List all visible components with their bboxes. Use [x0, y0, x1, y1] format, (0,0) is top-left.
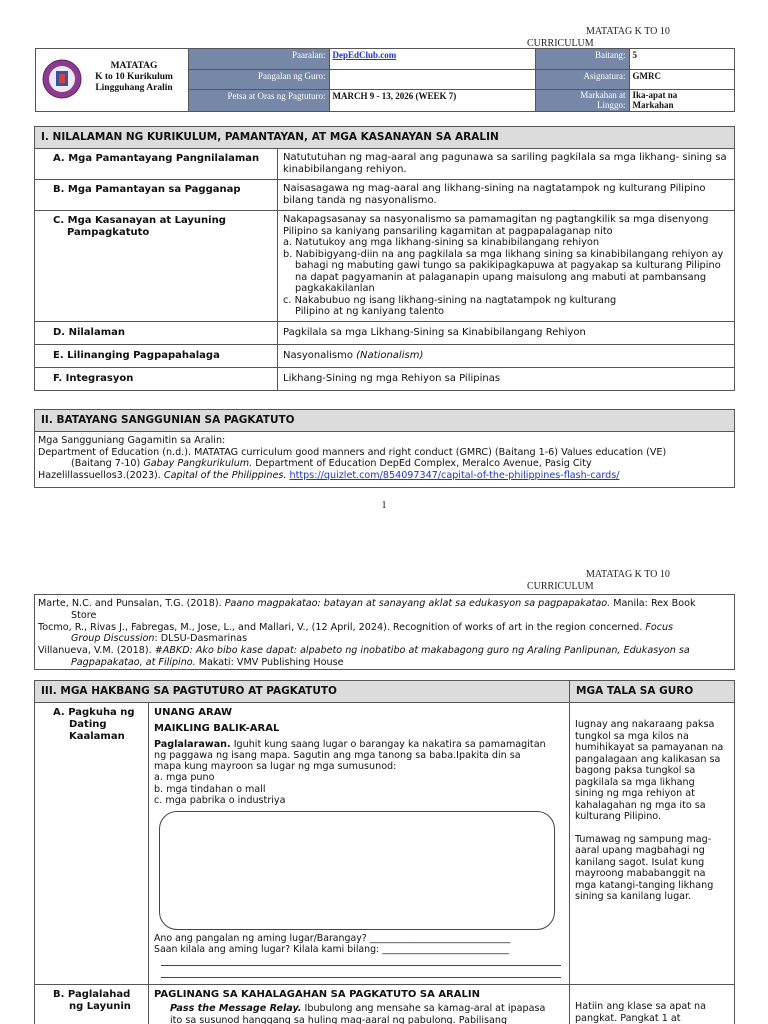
- notes-a-0: Iugnay ang nakaraang paksa: [575, 719, 715, 730]
- section-2-box: [34, 409, 735, 488]
- ref3-b: Manila: Rex Book: [610, 598, 696, 609]
- quizlet-link[interactable]: https://quizlet.com/854097347/capital-of-the-philippines-flash-cards/: [289, 469, 620, 481]
- notes-title: MGA TALA SA GURO: [576, 685, 694, 697]
- ref4-a: Tocmo, R., Rivas J., Fabregas, M., Jose, L., and Mallari, V., (12 April, 2024). Recognition of works of art in the region concerned.: [38, 621, 643, 633]
- row-c-label-1: C. Mga Kasanayan at Layuning: [53, 215, 226, 226]
- ref1-a: Department of Education (n.d.). MATATAG curriculum good manners and right conduct (GMRC) (Baitang 1-6) Values education (VE): [38, 446, 667, 458]
- section-3-title: III. MGA HAKBANG SA PAGTUTURO AT PAGKATUTO: [41, 685, 337, 697]
- row-a3-label-2: Dating: [69, 719, 107, 730]
- row-b-label: B. Mga Pamantayan sa Pagganap: [35, 180, 278, 211]
- notes-a-2: humihikayat sa pamayanan na: [575, 742, 724, 753]
- paglalarawan-1: Iguhit kung saang lugar o barangay ka nakatira sa pamamagitan: [230, 738, 546, 750]
- notes-a-1: tungkol sa mga kilos na: [575, 730, 689, 742]
- question-2: Saan kilala ang aming lugar? Kilala kami bilang: ___________________________: [154, 944, 509, 955]
- paglalarawan-2: ng paggawa ng isang mapa. Sagutin ang mga tanong sa baba.Ipakita din sa: [154, 749, 521, 761]
- ref5-a: Villanueva, V.M. (2018).: [38, 645, 152, 657]
- section-3-box: [34, 680, 735, 1024]
- lesson-header: [35, 48, 735, 112]
- notes-a-6: sining ng mga rehiyon at: [575, 788, 695, 799]
- row-e-text: Nasyonalismo: [283, 349, 353, 361]
- notes-a-7: kahalagahan ng mga ito sa: [575, 799, 706, 811]
- paaralan-label: Paaralan:: [189, 49, 329, 69]
- row-b3-label-2: ng Layunin: [69, 1001, 131, 1012]
- ref4-b: : DLSU-Dasmarinas: [154, 633, 248, 645]
- row-b-text: Naisasagawa ng mag-aaral ang likhang-sining na nagtatampok ng kulturang Pilipino bilang tanda ng nasyonalismo.: [278, 180, 735, 211]
- row-a-label: A. Mga Pamantayang Pangnilalaman: [35, 149, 278, 180]
- notes-a-4: bagong paksa tungkol sa: [575, 765, 696, 776]
- top-right-label: MATATAG K TO 10: [586, 26, 670, 37]
- notes-c-0: Hatiin ang klase sa apat na: [575, 1001, 707, 1012]
- section-2-title: II. BATAYANG SANGGUNIAN SA PAGKATUTO: [35, 410, 734, 432]
- row-f-text: Likhang-Sining ng mga Rehiyon sa Pilipinas: [283, 372, 501, 384]
- section-1-table: [34, 126, 735, 391]
- notes-c-1: pangkat. Pangkat 1 at: [575, 1012, 681, 1024]
- markahan-value-2: Markahan: [632, 99, 674, 110]
- paaralan-link[interactable]: DepEdClub.com: [332, 50, 397, 60]
- ref2-italic: Capital of the Philippines.: [163, 469, 287, 481]
- notes-b-0: Tumawag ng sampung mag-: [575, 833, 712, 845]
- item-b: b. mga tindahan o mall: [154, 783, 266, 795]
- markahan-label-2: Linggo:: [597, 99, 626, 110]
- ref2-a: Hazelillassuellos3.(2023).: [38, 469, 161, 481]
- notes-a-8: kulturang Pilipino.: [575, 811, 662, 822]
- baitang-label: Baitang:: [535, 49, 629, 69]
- row-b3-label-1: B. Paglalahad: [53, 989, 131, 1000]
- row-c-line-5: pagkakakilanlan: [295, 283, 375, 294]
- question-1: Ano ang pangalan ng aming lugar/Barangay? ______________________________: [154, 933, 511, 944]
- relay-1: Ibubulong ang mensahe sa kamag-aral at ipapasa: [301, 1003, 546, 1015]
- asignatura-value: GMRC: [629, 69, 735, 89]
- notes-b-3: mayroong mababanggit na: [575, 868, 706, 879]
- row-c-line-0: Nakapagsasanay sa nasyonalismo sa pamamagitan ng pagtangkilik sa mga disenyong Pilipino sa kaniyang pansariling kagamitan at pagpapalaganap nito: [283, 214, 709, 237]
- section-1-title: I. NILALAMAN NG KURIKULUM, PAMANTAYAN, AT MGA KASANAYAN SA ARALIN: [35, 127, 735, 149]
- paglalarawan-3: mapa kung mayroon sa lugar ng mga sumusunod:: [154, 761, 397, 773]
- guro-label: Pangalan ng Guro:: [189, 69, 329, 89]
- ref1-c: Department of Education DepEd Complex, Meralco Avenue, Pasig City: [252, 458, 592, 469]
- row-c-line-1: a. Natutukoy ang mga likhang-sining sa kinabibilangang rehiyon: [283, 237, 600, 248]
- row-d-label: D. Nilalaman: [35, 321, 278, 344]
- relay-2: ito sa susunod hanggang sa huling mag-aaral ng pabulong. Pabilisang: [170, 1014, 508, 1024]
- row-d-text: Pagkilala sa mga Likhang-Sining sa Kinabibilangang Rehiyon: [278, 321, 735, 344]
- guro-value: [329, 69, 535, 89]
- top-right-label-p2-2: CURRICULUM: [527, 581, 594, 592]
- row-c-line-6: c. Nakabubuo ng isang likhang-sining na nagtatampok ng kulturang: [283, 294, 617, 306]
- notes-b-4: mga katangi-tanging likhang: [575, 879, 714, 891]
- petsa-label: Petsa at Oras ng Pagtuturo:: [189, 89, 329, 111]
- item-c: c. mga pabrika o industriya: [154, 795, 286, 807]
- review-heading: MAIKLING BALIK-ARAL: [154, 723, 280, 735]
- asignatura-label: Asignatura:: [535, 69, 629, 89]
- row-f-label: F. Integrasyon: [35, 367, 278, 390]
- notes-b-1: aaral upang magbahagi ng: [575, 845, 705, 856]
- answer-line-2[interactable]: [161, 977, 561, 978]
- paglalarawan-bold: Paglalarawan.: [154, 738, 231, 750]
- row-c-label-2: Pampagkatuto: [67, 227, 150, 238]
- row-e-text-italic: (Nationalism): [356, 349, 424, 361]
- top-right-label-p2: MATATAG K TO 10: [586, 569, 670, 580]
- page-number: 1: [381, 500, 387, 511]
- markahan-value-1: Ika-apat na: [632, 89, 678, 100]
- ref5-b: Makati: VMV Publishing House: [195, 656, 344, 668]
- notes-a-5: pagkilala sa mga likhang: [575, 776, 695, 788]
- refs-intro: Mga Sangguniang Gagamitin sa Aralin:: [38, 435, 226, 446]
- row-a-text: Natututuhan ng mag-aaral ang pagunawa sa sariling pagkilala sa mga likhang- sining sa kinabibilangang rehiyon.: [278, 149, 735, 180]
- ref4-italic-a: Focus: [645, 621, 674, 633]
- relay-bold: Pass the Message Relay.: [170, 1003, 302, 1015]
- row-c-line-2: b. Nabibigyang-diin na ang pagkilala sa mga likhang sining sa kinabibilangang rehiyon ay: [283, 248, 724, 260]
- row-a3-label-1: A. Pagkuha ng: [53, 707, 135, 718]
- markahan-label-1: Markahan at: [580, 89, 626, 100]
- item-a: a. mga puno: [154, 772, 215, 784]
- deped-seal-icon: [42, 59, 82, 99]
- notes-b-5: sining sa kanilang lugar.: [575, 891, 692, 902]
- ref5-italic-a: #ABKD: Ako bibo kase dapat: alpabeto ng inobatibo at makabagong guro ng Araling Panlipunan, Edukasyon sa: [154, 645, 690, 657]
- ref4-italic-b: Group Discussion: [71, 633, 155, 645]
- header-title-1: MATATAG: [110, 61, 158, 71]
- references-continued: [34, 594, 735, 670]
- day-heading: UNANG ARAW: [154, 707, 233, 718]
- row-c-line-4: na dapat pagyamanin at palaganapin upang maisulong ang mabuti at pambansang: [295, 271, 707, 283]
- map-drawing-area[interactable]: [159, 811, 555, 930]
- header-title-3: Lingguhang Aralin: [95, 83, 173, 93]
- row-c-line-3: bahagi ng mabuting gawi tungo sa pakikipagkapuwa at pagyakap sa kulturang Pilipino: [295, 260, 721, 271]
- ref5-italic-b: Pagpapakatao, at Filipino.: [71, 656, 196, 668]
- row-a3-label-3: Kaalaman: [69, 731, 125, 742]
- ref3-italic: Paano magpakatao: batayan at sanayang aklat sa edukasyon sa pagpapakatao.: [224, 598, 611, 609]
- notes-b-2: kanilang sagot. Isulat kung: [575, 856, 705, 868]
- ref3-a: Marte, N.C. and Punsalan, T.G. (2018).: [38, 598, 222, 609]
- top-right-label-2: CURRICULUM: [527, 38, 594, 49]
- row-e-label: E. Lilinanging Pagpapahalaga: [35, 344, 278, 367]
- row-c-line-7: Pilipino at ng kaniyang talento: [295, 306, 445, 317]
- row-b3-title: PAGLINANG SA KAHALAGAHAN SA PAGKATUTO SA ARALIN: [154, 989, 480, 1000]
- notes-a-3: pangalagaan ang kalikasan sa: [575, 753, 721, 765]
- petsa-value: MARCH 9 - 13, 2026 (WEEK 7): [329, 89, 535, 111]
- ref1-b-italic: Gabay Pangkurikulum.: [143, 458, 253, 469]
- ref1-b: (Baitang 7-10): [71, 458, 141, 469]
- ref3-c: Store: [71, 609, 97, 621]
- header-title-2: K to 10 Kurikulum: [95, 72, 173, 82]
- baitang-value: 5: [629, 49, 735, 69]
- answer-line-1[interactable]: [161, 965, 561, 966]
